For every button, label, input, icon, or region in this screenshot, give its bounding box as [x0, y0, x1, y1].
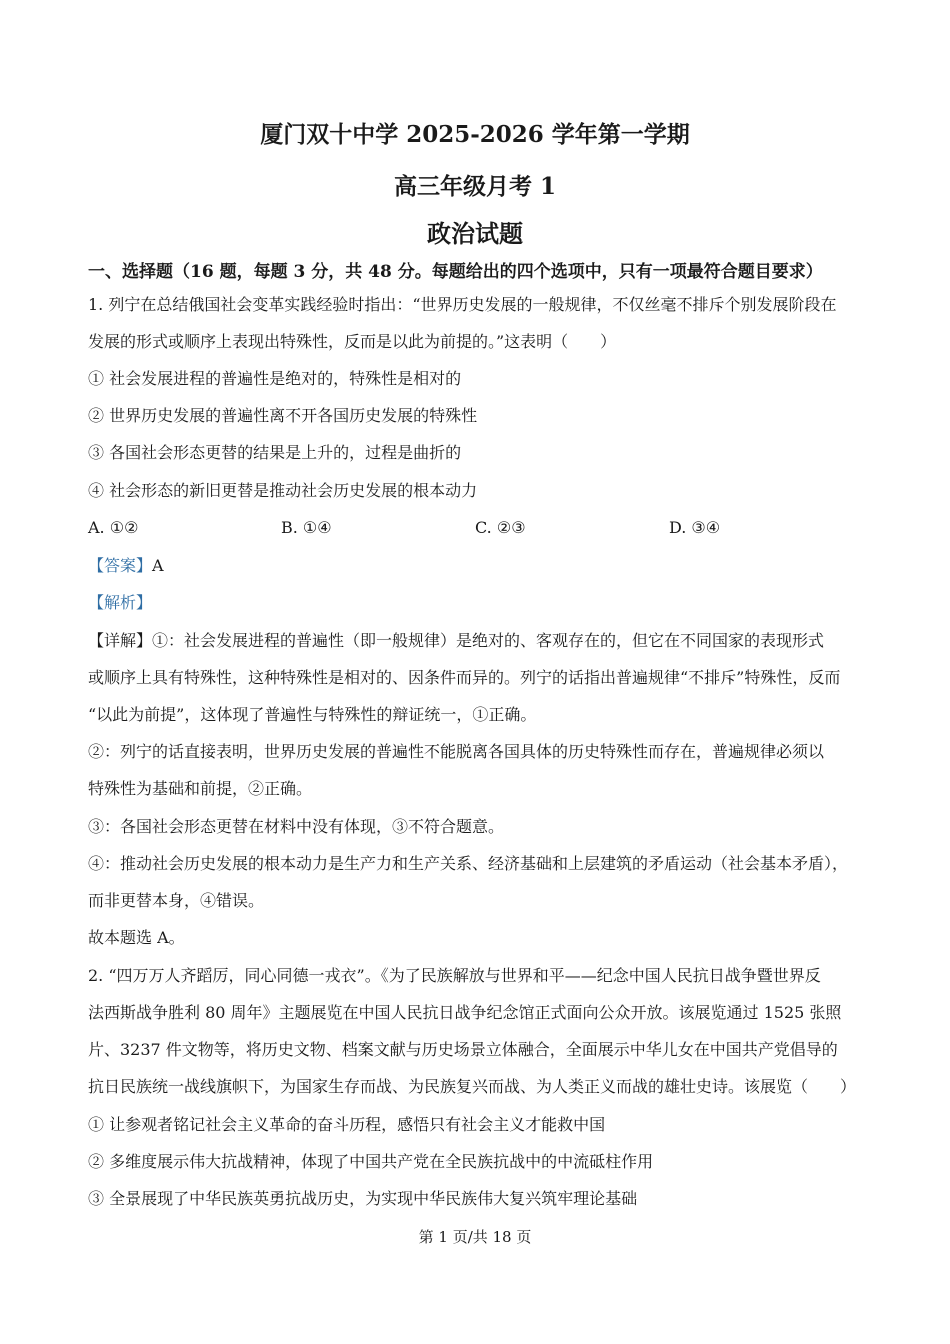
page-footer: 第 1 页/共 18 页: [418, 1228, 532, 1246]
q1-detail-line-7: ④：推动社会历史发展的根本动力是生产力和生产关系、经济基础和上层建筑的矛盾运动（社会基本矛盾），: [88, 854, 849, 873]
q1-detail-line-8: 而非更替本身，④错误。: [88, 891, 265, 910]
q1-conclusion: 故本题选 A。: [88, 928, 185, 947]
q1-detail-line-2: 或顺序上具有特殊性，这种特殊性是相对的、因条件而异的。列宁的话指出普遍规律“不排斥”特殊性，反而: [88, 668, 841, 687]
q2-stem-line-2: 法西斯战争胜利 80 周年》主题展览在中国人民抗日战争纪念馆正式面向公众开放。该展览通过 1525 张照: [88, 1003, 842, 1022]
exam-school-title: 厦门双十中学 2025-2026 学年第一学期: [260, 121, 690, 148]
answer-tag: 【答案】: [88, 556, 153, 575]
q2-item-1: ① 让参观者铭记社会主义革命的奋斗历程，感悟只有社会主义才能救中国: [88, 1115, 606, 1134]
q1-options: [88, 518, 868, 540]
q2-item-2: ② 多维度展示伟大抗战精神，体现了中国共产党在全民族抗战中的中流砥柱作用: [88, 1152, 654, 1171]
q1-answer: [88, 556, 164, 576]
q2-stem-line-3: 片、3237 件文物等，将历史文物、档案文献与历史场景立体融合，全面展示中华儿女在中国共产党倡导的: [88, 1040, 838, 1059]
q1-detail-line-1: 【详解】①：社会发展进程的普遍性（即一般规律）是绝对的、客观存在的，但它在不同国家的表现形式: [88, 631, 825, 650]
q2-stem-line-1: 2. “四万万人齐蹈厉，同心同德一戎衣”。《为了民族解放与世界和平——纪念中国人民抗日战争暨世界反: [88, 966, 821, 985]
q1-option-a: A. ①②: [88, 518, 139, 537]
q1-stem-line-2: 发展的形式或顺序上表现出特殊性，反而是以此为前提的。”这表明（ ）: [88, 332, 617, 351]
q1-item-4: ④ 社会形态的新旧更替是推动社会历史发展的根本动力: [88, 481, 478, 500]
q2-item-3: ③ 全景展现了中华民族英勇抗战历史，为实现中华民族伟大复兴筑牢理论基础: [88, 1189, 638, 1208]
answer-value: A: [152, 556, 164, 575]
q1-option-b: B. ①④: [281, 518, 332, 537]
q1-item-1: ① 社会发展进程的普遍性是绝对的，特殊性是相对的: [88, 369, 462, 388]
q1-detail-line-3: “以此为前提”，这体现了普遍性与特殊性的辩证统一，①正确。: [88, 705, 537, 724]
q1-stem-line-1: 1. 列宁在总结俄国社会变革实践经验时指出：“世界历史发展的一般规律，不仅丝毫不排斥个别发展阶段在: [88, 295, 837, 314]
section-title: 一、选择题（16 题，每题 3 分，共 48 分。每题给出的四个选项中，只有一项最符合题目要求）: [88, 262, 823, 282]
q1-option-c: C. ②③: [475, 518, 526, 537]
q1-option-d: D. ③④: [669, 518, 721, 537]
q1-item-3: ③ 各国社会形态更替的结果是上升的，过程是曲折的: [88, 443, 462, 462]
q2-stem-line-4: 抗日民族统一战线旗帜下，为国家生存而战、为民族复兴而战、为人类正义而战的雄壮史诗。该展览（ ）: [88, 1077, 857, 1096]
exam-grade-title: 高三年级月考 1: [393, 173, 556, 200]
q1-item-2: ② 世界历史发展的普遍性离不开各国历史发展的特殊性: [88, 406, 478, 425]
analysis-tag: 【解析】: [88, 593, 153, 612]
exam-subject-title: 政治试题: [427, 219, 523, 248]
q1-detail-line-4: ②：列宁的话直接表明，世界历史发展的普遍性不能脱离各国具体的历史特殊性而存在，普遍规律必须以: [88, 742, 825, 761]
q1-detail-line-5: 特殊性为基础和前提，②正确。: [88, 779, 313, 798]
q1-detail-line-6: ③：各国社会形态更替在材料中没有体现，③不符合题意。: [88, 817, 505, 836]
